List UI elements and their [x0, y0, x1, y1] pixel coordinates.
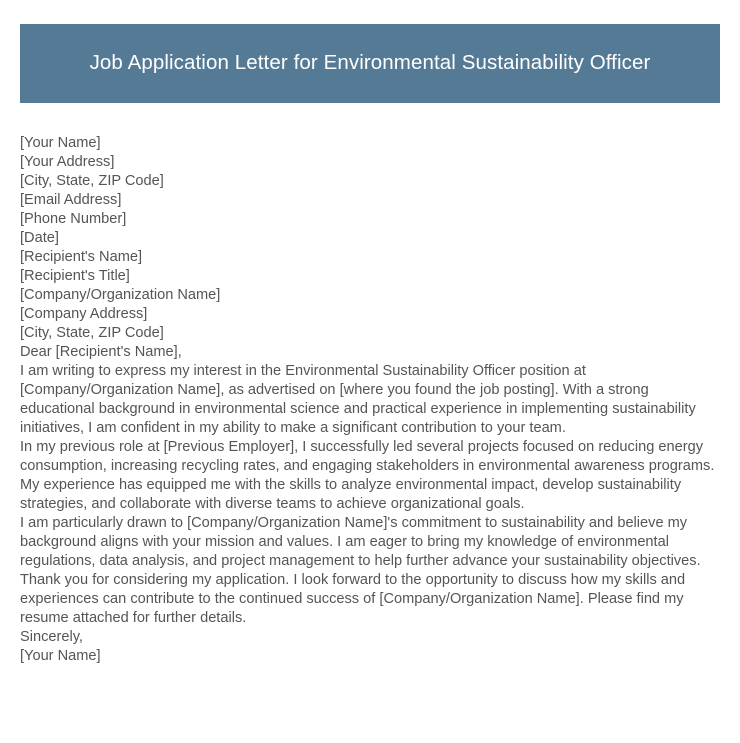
body-paragraph-1: I am writing to express my interest in the Environmental Sustainability Officer position at [Company/Organization Name], as advertised on [where you found the job posting]. With a strong educational background in environmental science and practical experience in implementing sustainability initiatives, I am confident in my ability to make a significant contribution to your team.: [20, 363, 696, 436]
recipient-title: [Recipient's Title]: [20, 268, 130, 284]
letter-body: [20, 134, 720, 666]
sender-city-state-zip: [City, State, ZIP Code]: [20, 173, 164, 189]
recipient-company: [Company/Organization Name]: [20, 287, 221, 303]
closing-salutation: Sincerely,: [20, 629, 83, 645]
sender-email: [Email Address]: [20, 192, 122, 208]
body-paragraph-3: I am particularly drawn to [Company/Organization Name]'s commitment to sustainability and believe my background aligns with your mission and values. I am eager to bring my knowledge of environmental regulations, data analysis, and project management to help further advance your sustainability objectives.: [20, 515, 701, 569]
sender-address-block: [20, 134, 720, 248]
signature-name: [Your Name]: [20, 648, 101, 664]
page-title: Job Application Letter for Environmental Sustainability Officer: [89, 51, 651, 75]
body-paragraph-4: Thank you for considering my application. I look forward to the opportunity to discuss how my skills and experiences can contribute to the continued success of [Company/Organization Name]. Please find my resume attached for further details.: [20, 572, 686, 626]
body-paragraph-2: In my previous role at [Previous Employer], I successfully led several projects focused on reducing energy consumption, increasing recycling rates, and engaging stakeholders in environmental awareness programs. My experience has equipped me with the skills to analyze environmental impact, develop sustainability strategies, and collaborate with diverse teams to achieve organizational goals.: [20, 439, 715, 512]
sender-name: [Your Name]: [20, 135, 101, 151]
sender-phone: [Phone Number]: [20, 211, 127, 227]
recipient-city-state-zip: [City, State, ZIP Code]: [20, 325, 164, 341]
document-header-banner: [20, 24, 720, 103]
recipient-company-address: [Company Address]: [20, 306, 148, 322]
recipient-address-block: [20, 248, 720, 343]
recipient-name: [Recipient's Name]: [20, 249, 143, 265]
salutation: Dear [Recipient's Name],: [20, 344, 182, 360]
sender-address: [Your Address]: [20, 154, 115, 170]
letter-date: [Date]: [20, 230, 59, 246]
